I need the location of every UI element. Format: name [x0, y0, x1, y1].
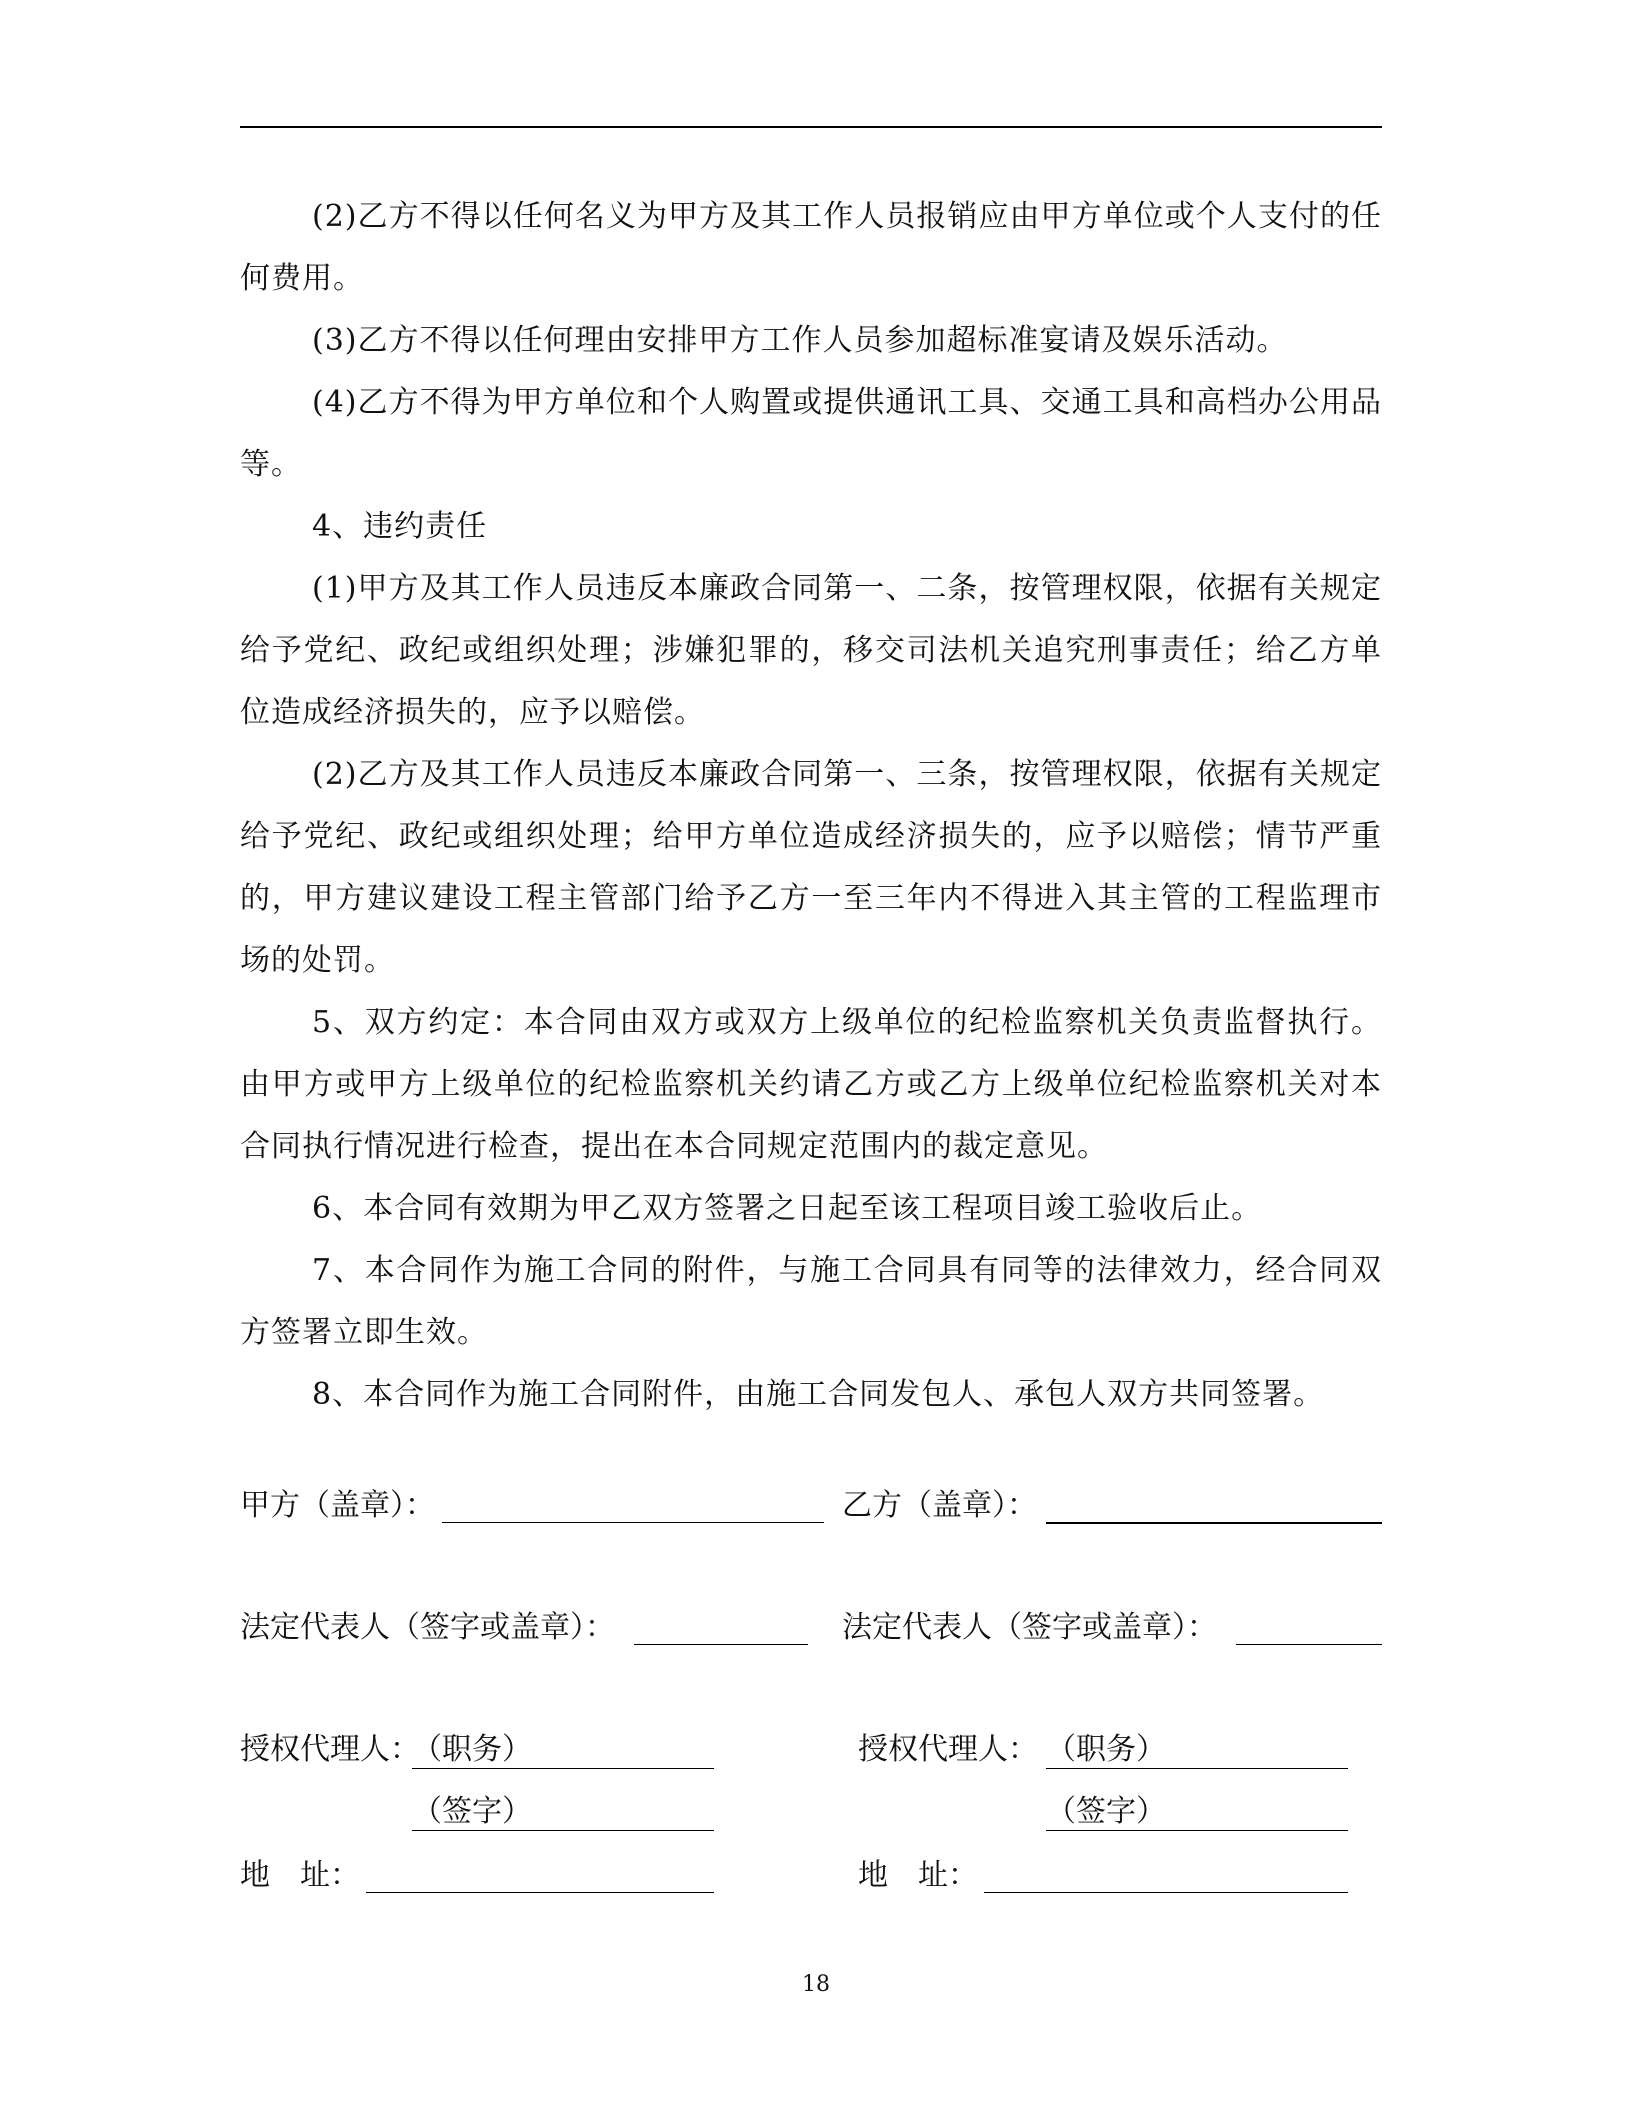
clause-7: 7、本合同作为施工合同的附件，与施工合同具有同等的法律效力，经合同双方签署立即生效。: [240, 1253, 1382, 1350]
header-rule: [240, 126, 1382, 128]
agent-a-duty-line[interactable]: [412, 1768, 714, 1769]
clause-3-2: (2)乙方不得以任何名义为甲方及其工作人员报销应由甲方单位或个人支付的任何费用。: [240, 199, 1382, 296]
party-b-seal-label: 乙方（盖章）：: [842, 1488, 1037, 1523]
agent-a-sign-line[interactable]: [412, 1830, 714, 1831]
address-a-line[interactable]: [366, 1892, 714, 1893]
agent-b-duty-line[interactable]: [1046, 1768, 1348, 1769]
clause-8: 8、本合同作为施工合同附件，由施工合同发包人、承包人双方共同签署。: [312, 1377, 1325, 1412]
address-a-label: 地 址：: [240, 1858, 360, 1893]
clause-6: 6、本合同有效期为甲乙双方签署之日起至该工程项目竣工验收后止。: [312, 1191, 1263, 1226]
party-b-seal-line[interactable]: [1046, 1522, 1382, 1524]
address-b-label: 地 址：: [858, 1858, 978, 1893]
contract-body: [240, 186, 1382, 1426]
agent-b-label: 授权代理人：: [858, 1732, 1038, 1767]
legal-rep-a-label: 法定代表人（签字或盖章）：: [240, 1610, 615, 1645]
agent-a-duty-label: （职务）: [412, 1732, 532, 1767]
page-number: 18: [802, 1972, 830, 1997]
clause-4-2: (2)乙方及其工作人员违反本廉政合同第一、三条，按管理权限，依据有关规定给予党纪、政纪或组织处理；给甲方单位造成经济损失的，应予以赔偿；情节严重的，甲方建议建设工程主管部门给予乙方一至三年内不得进入其主管的工程监理市场的处罚。: [240, 757, 1382, 978]
clause-4-1: (1)甲方及其工作人员违反本廉政合同第一、二条，按管理权限，依据有关规定给予党纪、政纪或组织处理；涉嫌犯罪的，移交司法机关追究刑事责任；给乙方单位造成经济损失的，应予以赔偿。: [240, 571, 1382, 730]
legal-rep-b-line[interactable]: [1236, 1644, 1382, 1645]
clause-5: 5、双方约定：本合同由双方或双方上级单位的纪检监察机关负责监督执行。由甲方或甲方上级单位的纪检监察机关约请乙方或乙方上级单位纪检监察机关对本合同执行情况进行检查，提出在本合同规定范围内的裁定意见。: [240, 1005, 1382, 1164]
agent-b-sign-label: （签字）: [1046, 1794, 1166, 1829]
clause-3-3: (3)乙方不得以任何理由安排甲方工作人员参加超标准宴请及娱乐活动。: [312, 323, 1288, 358]
agent-b-sign-line[interactable]: [1046, 1830, 1348, 1831]
agent-b-duty-label: （职务）: [1046, 1732, 1166, 1767]
clause-3-4: (4)乙方不得为甲方单位和个人购置或提供通讯工具、交通工具和高档办公用品等。: [240, 385, 1382, 482]
section-heading-breach: 4、违约责任: [312, 509, 488, 544]
legal-rep-a-line[interactable]: [634, 1644, 808, 1645]
agent-a-sign-label: （签字）: [412, 1794, 532, 1829]
address-b-line[interactable]: [984, 1892, 1348, 1893]
agent-a-label: 授权代理人：: [240, 1732, 420, 1767]
legal-rep-b-label: 法定代表人（签字或盖章）：: [842, 1610, 1217, 1645]
party-a-seal-label: 甲方（盖章）：: [240, 1488, 435, 1523]
party-a-seal-line[interactable]: [442, 1522, 824, 1523]
